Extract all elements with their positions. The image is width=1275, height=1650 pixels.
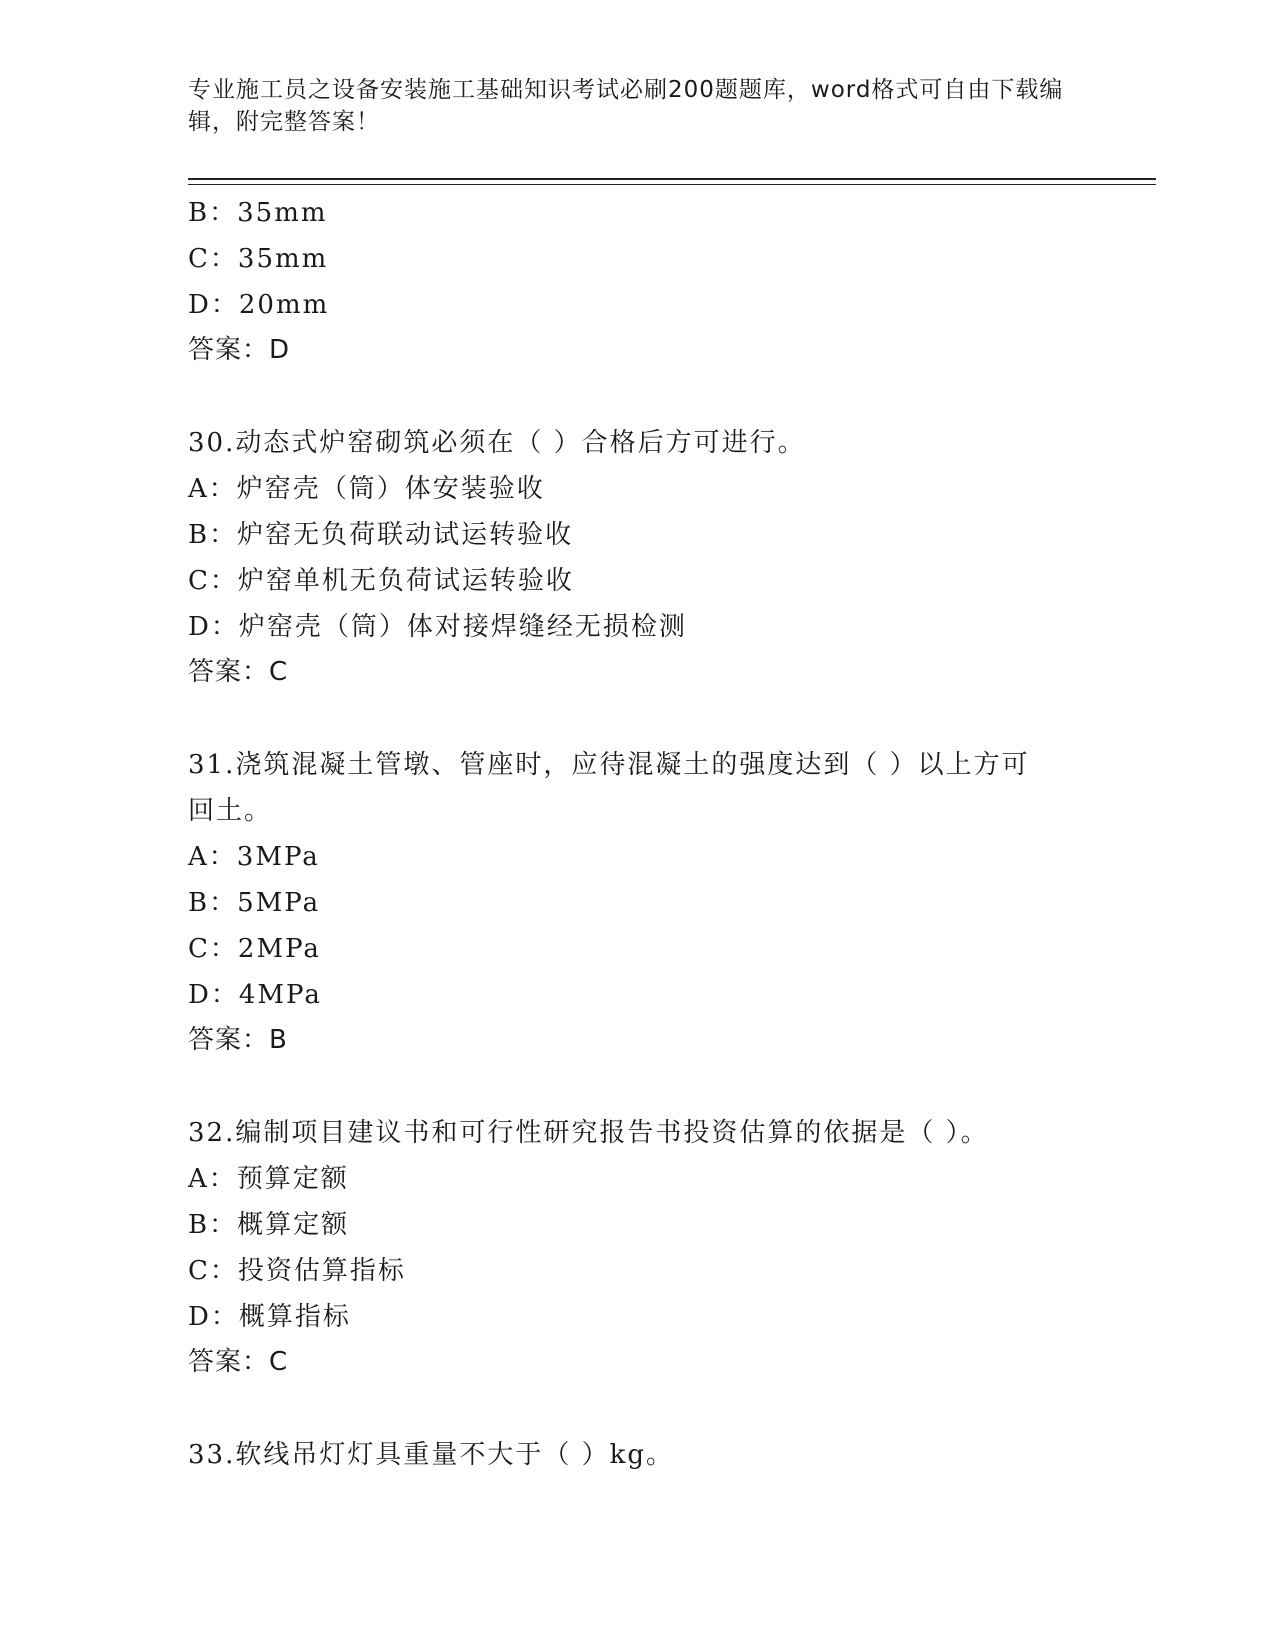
- question-stem: 31.浇筑混凝土管墩、管座时，应待混凝土的强度达到（ ）以上方可: [188, 750, 1030, 780]
- option-b: B：概算定额: [188, 1210, 350, 1240]
- spacer: [188, 1062, 1156, 1110]
- question-block-31: [188, 742, 1156, 1062]
- question-block-prev: [188, 190, 1156, 372]
- option-d: D：炉窑壳（筒）体对接焊缝经无损检测: [188, 612, 687, 642]
- document-header: [188, 74, 1088, 138]
- spacer: [188, 694, 1156, 742]
- answer-line: 答案：D: [188, 335, 291, 365]
- document-title: 专业施工员之设备安装施工基础知识考试必刷200题题库，word格式可自由下载编辑，附完整答案！: [188, 77, 1064, 135]
- header-divider-thin: [188, 184, 1156, 185]
- question-block-33: [188, 1432, 1156, 1478]
- option-c: C：2MPa: [188, 934, 321, 964]
- option-d: D：概算指标: [188, 1302, 351, 1332]
- answer-line: 答案：B: [188, 1025, 288, 1055]
- option-b: B：35mm: [188, 198, 328, 228]
- option-c: C：35mm: [188, 244, 329, 274]
- question-stem: 30.动态式炉窑砌筑必须在（ ）合格后方可进行。: [188, 428, 806, 458]
- question-stem: 33.软线吊灯灯具重量不大于（ ）kg。: [188, 1440, 675, 1470]
- question-stem: 32.编制项目建议书和可行性研究报告书投资估算的依据是（ ）。: [188, 1118, 989, 1148]
- option-c: C：投资估算指标: [188, 1256, 406, 1286]
- option-b: B：5MPa: [188, 888, 321, 918]
- option-d: D：4MPa: [188, 980, 322, 1010]
- question-list: [188, 190, 1156, 1478]
- option-a: A：炉窑壳（筒）体安装验收: [188, 474, 545, 504]
- option-c: C：炉窑单机无负荷试运转验收: [188, 566, 574, 596]
- option-d: D：20mm: [188, 290, 330, 320]
- answer-line: 答案：C: [188, 1347, 289, 1377]
- header-divider-thick: [188, 178, 1156, 180]
- question-block-32: [188, 1110, 1156, 1384]
- option-a: A：3MPa: [188, 842, 320, 872]
- answer-line: 答案：C: [188, 657, 289, 687]
- option-b: B：炉窑无负荷联动试运转验收: [188, 520, 574, 550]
- question-stem-continued: 回土。: [188, 796, 273, 826]
- spacer: [188, 372, 1156, 420]
- spacer: [188, 1384, 1156, 1432]
- question-block-30: [188, 420, 1156, 694]
- option-a: A：预算定额: [188, 1164, 349, 1194]
